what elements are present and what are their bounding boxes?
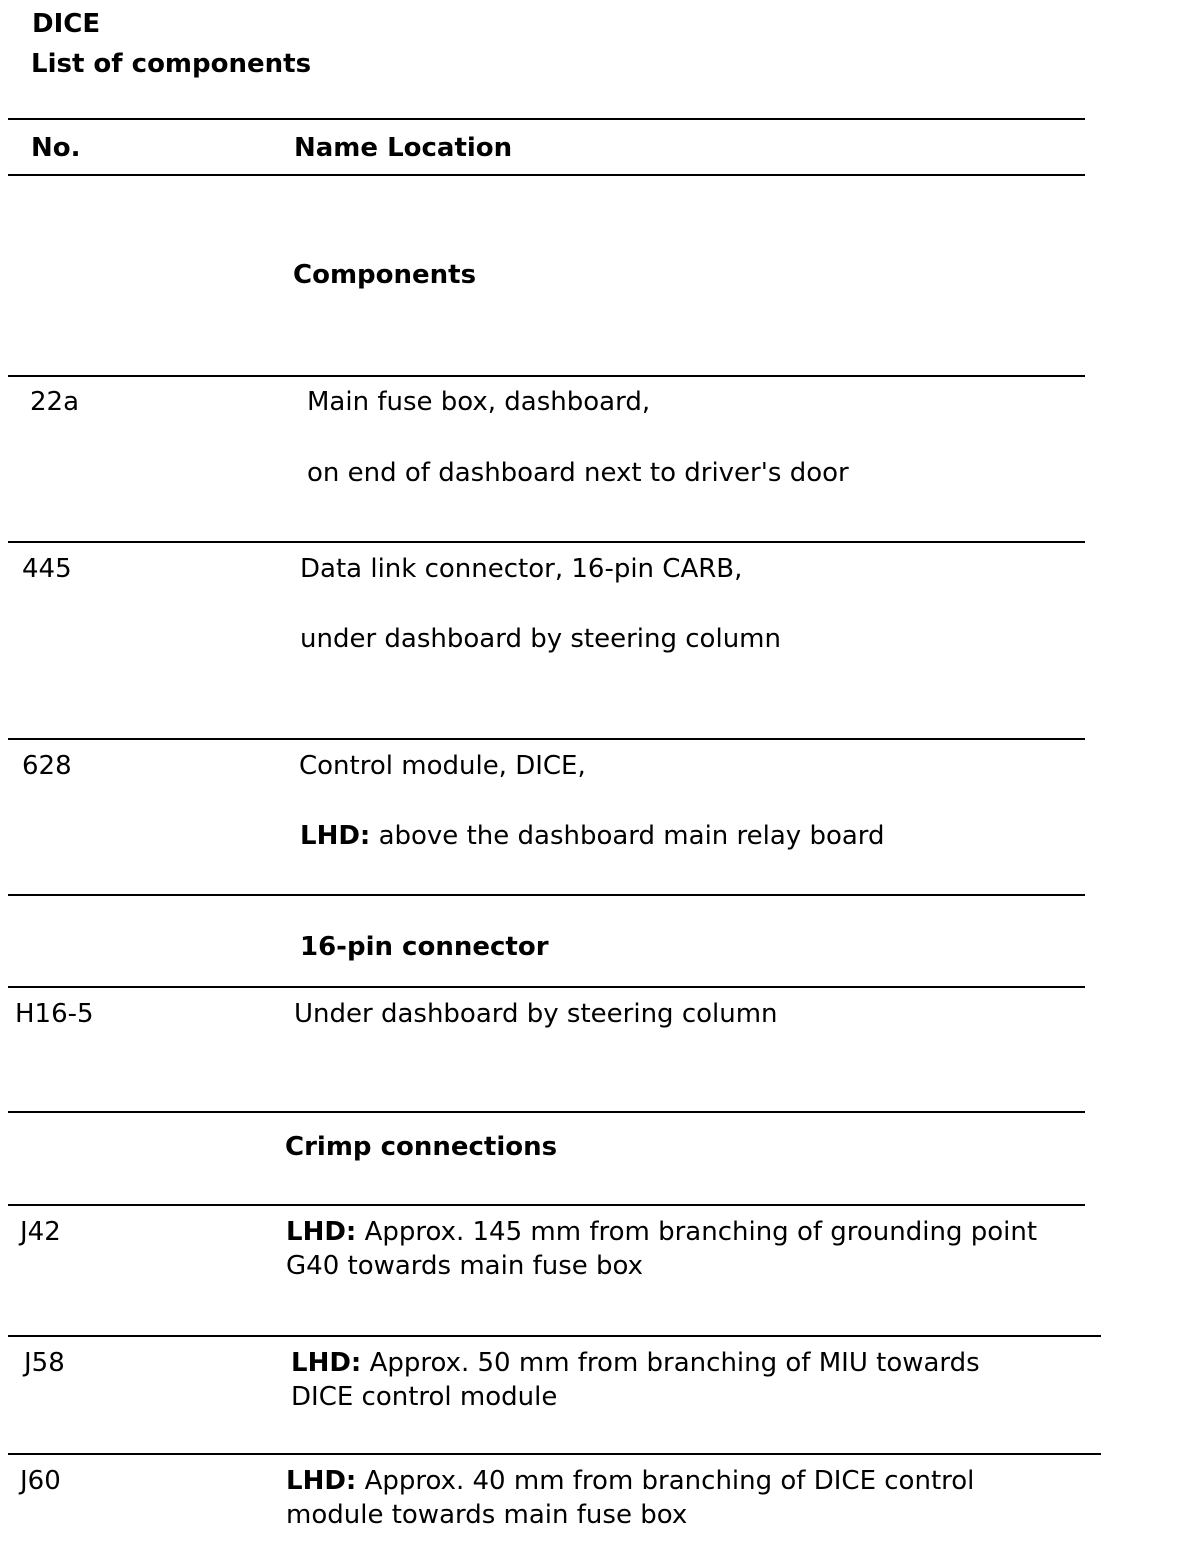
row-name: Control module, DICE, — [299, 751, 586, 781]
row-location: on end of dashboard next to driver's door — [307, 458, 849, 488]
row-rule — [8, 738, 1085, 740]
col-header-name-location: Name Location — [294, 133, 513, 163]
row-location — [300, 820, 885, 852]
section-components: Components — [293, 260, 477, 290]
row-no: J60 — [20, 1466, 61, 1496]
row-name-text: Approx. 145 mm from branching of grounding point — [356, 1217, 1038, 1247]
row-rule — [8, 986, 1085, 988]
row-location-text: above the dashboard main relay board — [370, 821, 885, 851]
header-bottom-rule — [8, 174, 1085, 176]
row-name-text: Approx. 40 mm from branching of DICE control — [356, 1466, 975, 1496]
row-rule — [8, 1204, 1085, 1206]
row-rule — [8, 1453, 1101, 1455]
lhd-label: LHD: — [286, 1217, 357, 1247]
lhd-label: LHD: — [291, 1348, 362, 1378]
row-name — [286, 1465, 974, 1497]
doc-title: DICE — [32, 9, 101, 39]
row-location: module towards main fuse box — [286, 1500, 688, 1530]
row-name: Under dashboard by steering column — [294, 999, 778, 1029]
row-name: Data link connector, 16-pin CARB, — [300, 554, 743, 584]
lhd-label: LHD: — [300, 821, 371, 851]
section-16-pin-connector: 16-pin connector — [300, 932, 549, 962]
row-no: J58 — [24, 1348, 65, 1378]
row-rule — [8, 894, 1085, 896]
row-rule — [8, 1335, 1101, 1337]
row-no: H16-5 — [15, 999, 94, 1029]
row-no: 628 — [22, 751, 72, 781]
row-rule — [8, 1111, 1085, 1113]
row-location: DICE control module — [291, 1382, 558, 1412]
row-no: J42 — [20, 1217, 61, 1247]
row-rule — [8, 375, 1085, 377]
doc-subtitle: List of components — [31, 49, 312, 79]
row-no: 22a — [30, 387, 80, 417]
row-name — [286, 1216, 1037, 1248]
row-rule — [8, 541, 1085, 543]
header-top-rule — [8, 118, 1085, 120]
row-no: 445 — [22, 554, 72, 584]
col-header-no: No. — [31, 133, 81, 163]
row-name: Main fuse box, dashboard, — [307, 387, 651, 417]
row-name — [291, 1347, 980, 1379]
section-crimp-connections: Crimp connections — [285, 1132, 558, 1162]
row-name-text: Approx. 50 mm from branching of MIU towards — [361, 1348, 980, 1378]
row-location: G40 towards main fuse box — [286, 1251, 644, 1281]
lhd-label: LHD: — [286, 1466, 357, 1496]
row-location: under dashboard by steering column — [300, 624, 781, 654]
